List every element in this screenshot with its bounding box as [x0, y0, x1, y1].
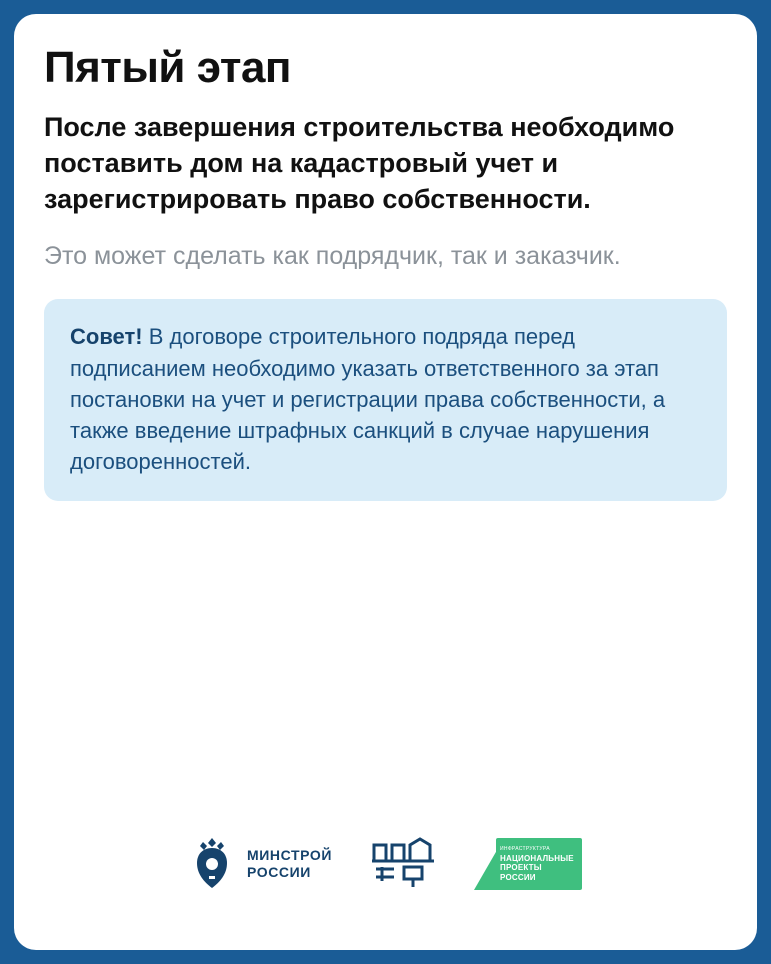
- np-top-label: ИНФРАСТРУКТУРА: [500, 846, 550, 853]
- minstroy-text: [247, 847, 332, 882]
- minstroy-logo: [189, 836, 332, 892]
- footer-logos: [44, 836, 727, 950]
- minstroy-line2: РОССИИ: [246, 864, 311, 880]
- domrf-logo: [370, 837, 436, 891]
- tip-body: В договоре строительного подряда перед подписанием необходимо указать ответственного за этап постановки на учет и регистрации права собственности, а также введение штрафных санкций в случае нарушения договоренностей.: [70, 324, 666, 475]
- np-line2: ПРОЕКТЫ: [500, 863, 542, 873]
- double-headed-eagle-emblem-icon: [189, 836, 235, 892]
- page-title: Пятый этап: [44, 43, 292, 92]
- info-card: [14, 14, 757, 950]
- spacer: [44, 501, 727, 836]
- national-projects-box: [496, 838, 582, 890]
- tip-label: Совет!: [70, 324, 143, 350]
- tip-callout: [44, 299, 727, 501]
- minstroy-line1: МИНСТРОЙ: [246, 846, 333, 863]
- lead-paragraph: После завершения строительства необходимо поставить дом на кадастровый учет и зарегистрировать право собственности.: [44, 112, 675, 214]
- np-line1: НАЦИОНАЛЬНЫЕ: [500, 854, 574, 864]
- national-projects-logo: [474, 838, 582, 890]
- sub-paragraph: Это может сделать как подрядчик, так и заказчик.: [44, 242, 621, 271]
- np-line3: РОССИИ: [500, 872, 536, 882]
- tip-text: [70, 321, 701, 477]
- domrf-logo-icon: [370, 837, 436, 891]
